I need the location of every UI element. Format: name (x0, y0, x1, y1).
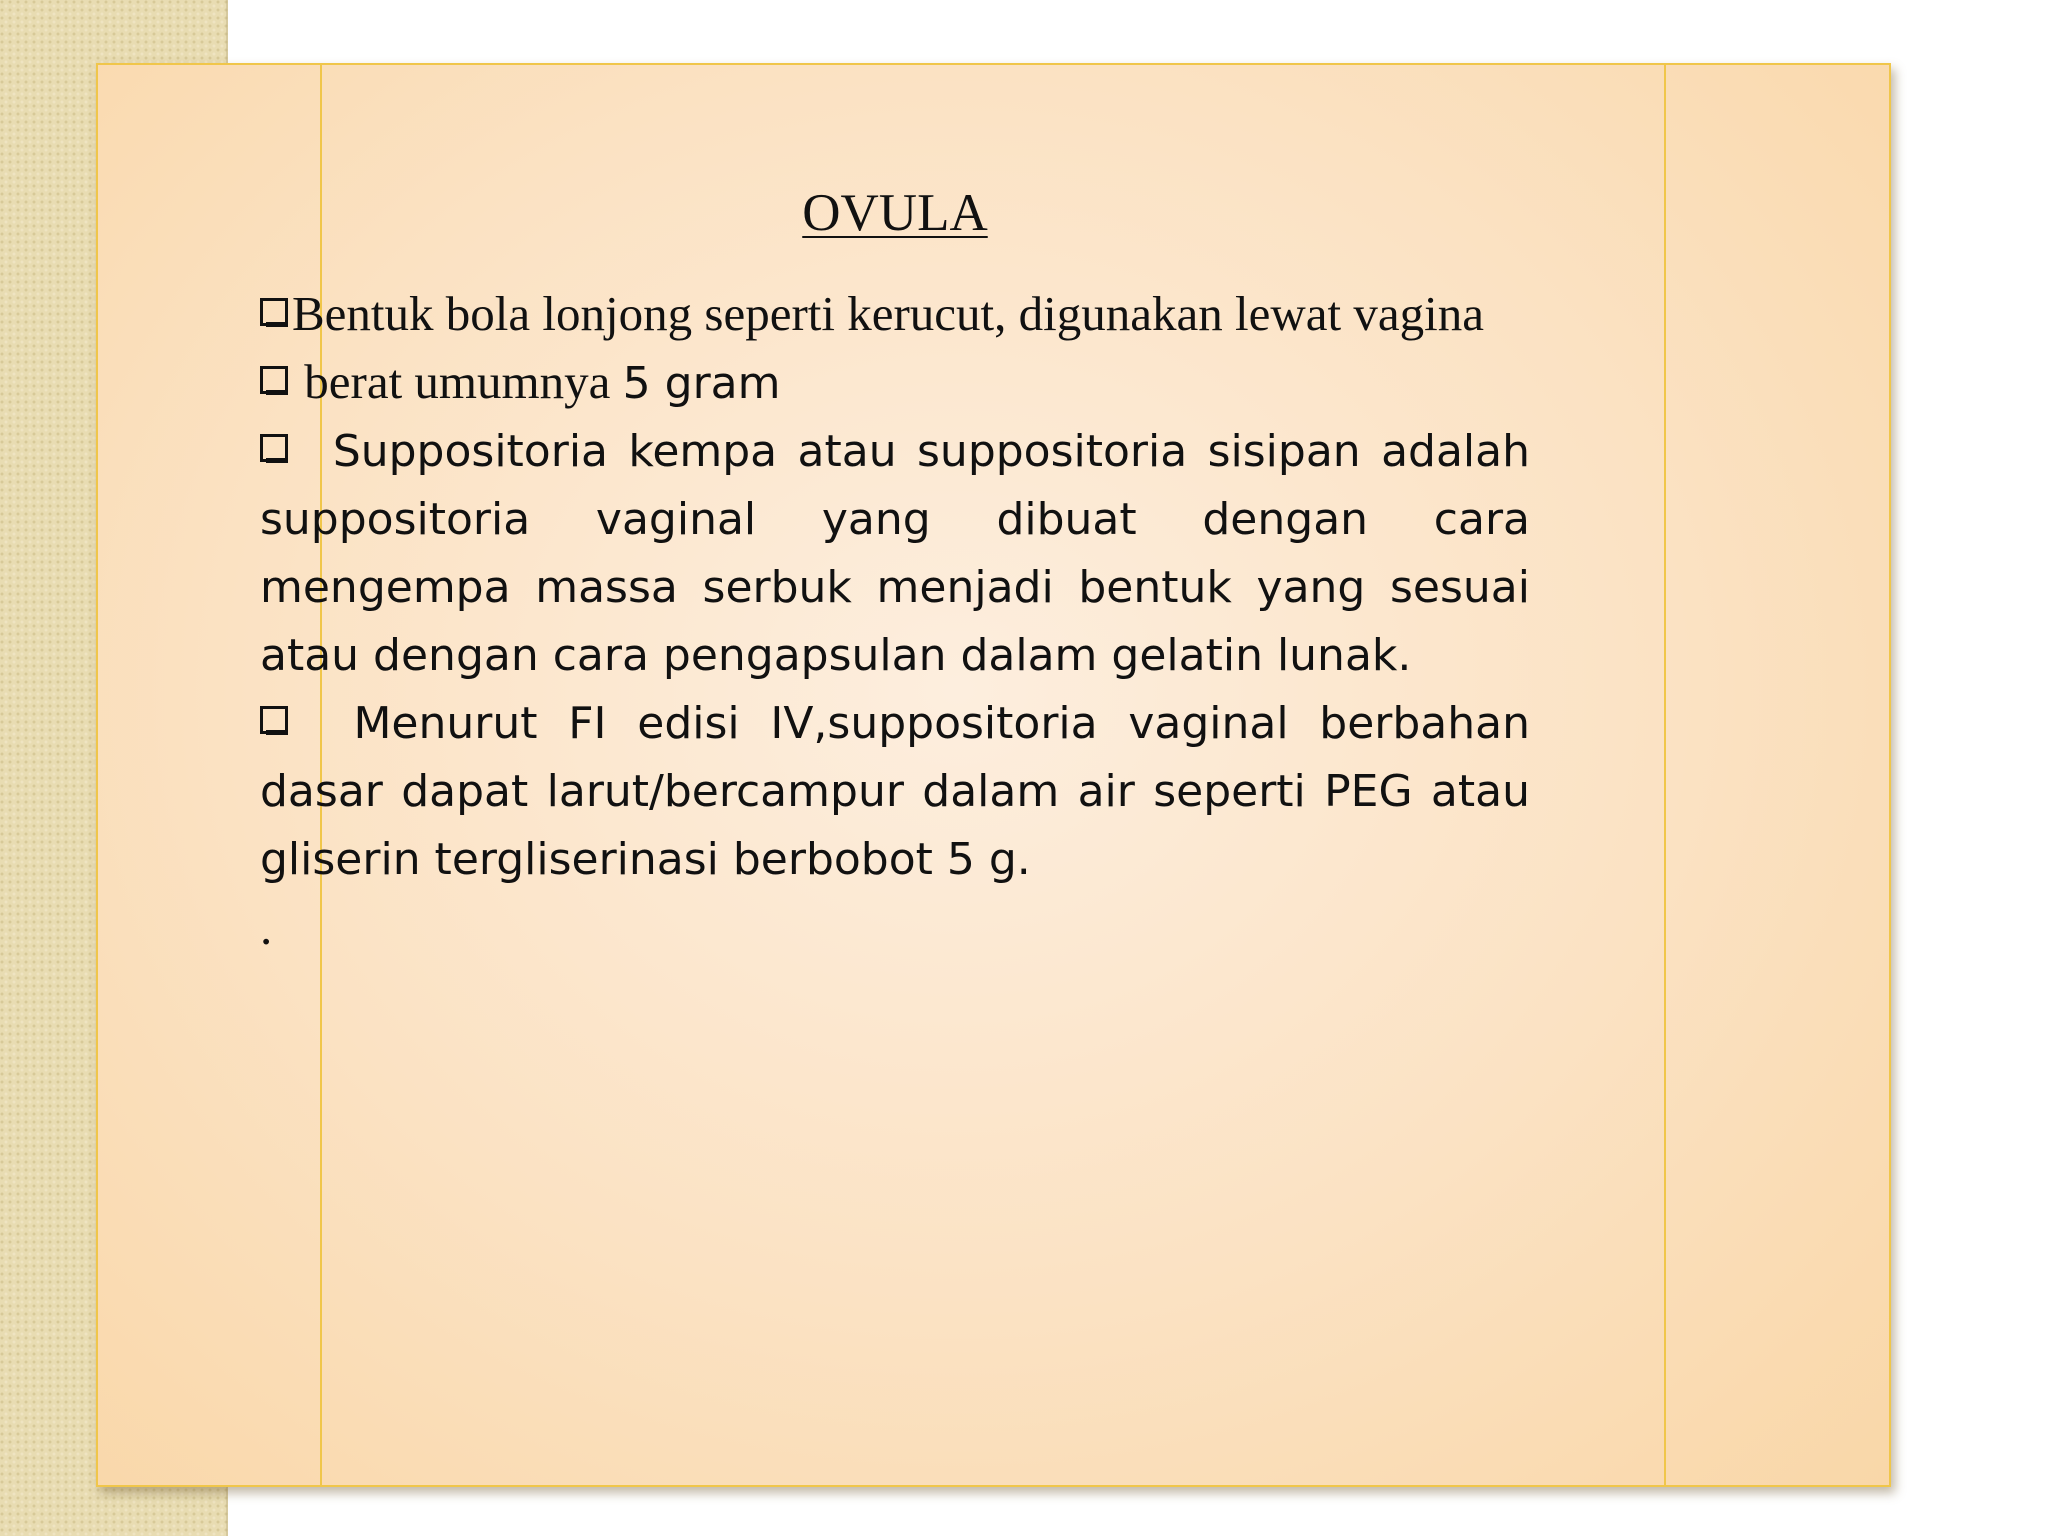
bullet-item-1 (260, 280, 1530, 348)
bullet-2-text-serif: berat umumnya (304, 354, 611, 409)
bullet-item-2 (260, 348, 1530, 418)
bullet-2-text-sans: 5 gram (622, 358, 781, 409)
bullet-4-text: Menurut FI edisi IV,suppositoria vaginal berbahan dasar dapat larut/bercampur dalam air seperti PEG atau gliserin tergliserinasi berbobot 5 g. (260, 698, 1530, 885)
checkbox-bullet-icon (260, 300, 290, 330)
slide-title-text: OVULA (802, 184, 988, 242)
bullet-item-3 (260, 418, 1530, 690)
panel-right-rule (1664, 65, 1666, 1485)
trailing-dot: . (260, 900, 273, 955)
checkbox-bullet-icon (260, 436, 290, 466)
slide-content (260, 120, 1530, 962)
bullet-item-4 (260, 690, 1530, 894)
bullet-1-text: Bentuk bola lonjong seperti kerucut, digunakan lewat vagina (292, 286, 1485, 341)
slide-title (260, 182, 1530, 244)
checkbox-bullet-icon (260, 708, 290, 738)
bullet-3-text: Suppositoria kempa atau suppositoria sisipan adalah suppositoria vaginal yang dibuat dengan cara mengempa massa serbuk menjadi bentuk yang sesuai atau dengan cara pengapsulan dalam gelatin lunak. (260, 426, 1530, 681)
checkbox-bullet-icon (260, 368, 290, 398)
